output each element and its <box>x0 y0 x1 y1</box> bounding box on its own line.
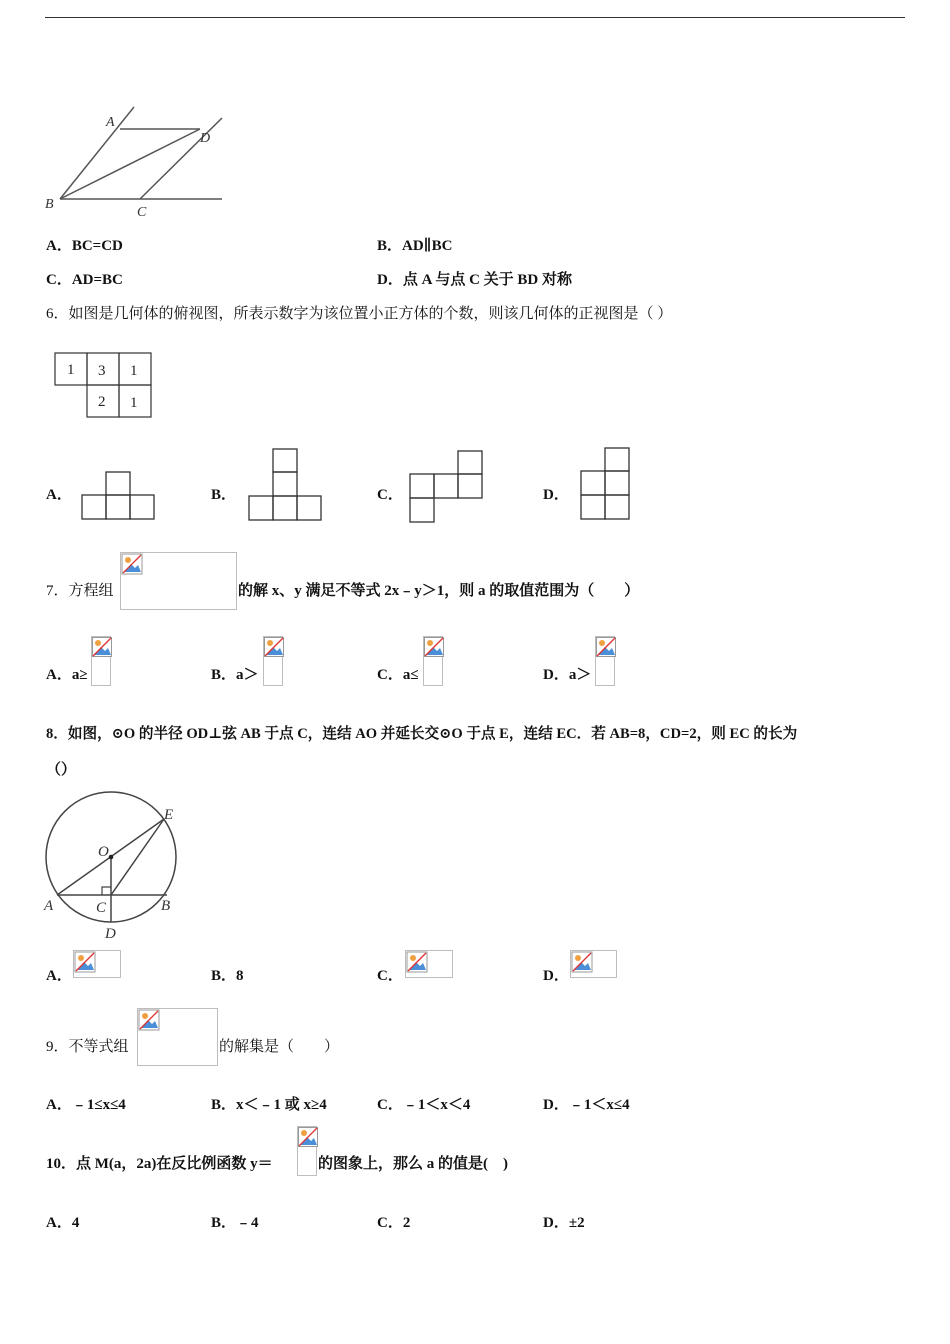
q8-option-a: A． <box>46 968 72 984</box>
q10-option-b: B．﹣4 <box>211 1215 259 1231</box>
q5-option-b: B．AD∥BC <box>377 238 453 254</box>
q7-option-b: B．a＞ <box>211 667 259 683</box>
q5-option-c: C．AD=BC <box>46 272 123 288</box>
q10-stem-after: 的图象上，那么 a 的值是( ) <box>318 1156 508 1172</box>
q10-option-a: A．4 <box>46 1215 80 1231</box>
q8-option-d: D． <box>543 968 569 984</box>
q8-option-c-image <box>405 950 453 978</box>
q7-stem-before: 7．方程组 <box>46 583 114 599</box>
broken-image-icon <box>571 951 593 973</box>
q9-stem-after: 的解集是（ ） <box>219 1039 340 1055</box>
q6-grid-r1c1: 1 <box>67 362 75 378</box>
broken-image-icon <box>406 951 428 973</box>
q6-stem: 6．如图是几何体的俯视图，所表示数字为该位置小正方体的个数，则该几何体的正视图是（ ） <box>46 306 673 322</box>
q6-option-c-label: C． <box>377 487 403 503</box>
q6-grid-r1c2: 3 <box>98 363 106 379</box>
q5-option-d: D．点 A 与点 C 关于 BD 对称 <box>377 272 573 288</box>
q6-option-c-figure <box>409 450 485 525</box>
q8-label-e: E <box>164 807 174 823</box>
broken-image-icon <box>121 553 143 575</box>
q9-inequality-system-image <box>137 1008 218 1066</box>
q5-label-c: C <box>137 205 147 220</box>
q5-label-b: B <box>45 197 54 212</box>
q7-option-a: A．a≥ <box>46 667 88 683</box>
q8-option-d-image <box>570 950 617 978</box>
q8-label-b: B <box>161 898 171 914</box>
broken-image-icon <box>298 1127 318 1147</box>
q7-option-d: D．a＞ <box>543 667 592 683</box>
q9-option-a: A．﹣1≤x≤4 <box>46 1097 126 1113</box>
q8-option-b: B．8 <box>211 968 244 984</box>
q10-option-c: C．2 <box>377 1215 411 1231</box>
q10-stem-before: 10．点 M(a，2a)在反比例函数 y＝ <box>46 1156 273 1172</box>
q8-label-d: D <box>105 926 116 942</box>
q6-option-b-figure <box>248 448 324 523</box>
broken-image-icon <box>264 637 284 657</box>
q9-option-b: B．x＜﹣1 或 x≥4 <box>211 1097 327 1113</box>
q7-option-c-image <box>423 636 443 686</box>
q7-option-b-image <box>263 636 283 686</box>
q8-label-o: O <box>98 844 109 860</box>
q9-option-d: D．﹣1＜x≤4 <box>543 1097 630 1113</box>
q8-label-a: A <box>44 898 54 914</box>
q5-label-d: D <box>200 131 211 146</box>
q9-option-c: C．﹣1＜x＜4 <box>377 1097 471 1113</box>
q6-option-a-label: A． <box>46 487 72 503</box>
q7-option-c: C．a≤ <box>377 667 419 683</box>
q8-stem-line1: 8．如图，⊙O 的半径 OD⊥弦 AB 于点 C，连结 AO 并延长交⊙O 于点 E，连结 EC．若 AB=8，CD=2，则 EC 的长为 <box>46 726 798 742</box>
broken-image-icon <box>596 637 616 657</box>
q8-label-c: C <box>96 900 107 916</box>
q8-stem-line2: （） <box>46 762 77 778</box>
q9-stem-before: 9．不等式组 <box>46 1039 129 1055</box>
q8-option-a-image <box>73 950 121 978</box>
q10-option-d: D．±2 <box>543 1215 585 1231</box>
header-rule <box>45 17 905 18</box>
q8-option-c: C． <box>377 968 403 984</box>
q5-option-a: A．BC=CD <box>46 238 123 254</box>
q5-label-a: A <box>106 115 115 130</box>
q6-grid-r2c3: 1 <box>130 395 138 411</box>
q5-parallelogram-figure <box>44 104 226 220</box>
q6-grid-r1c3: 1 <box>130 363 138 379</box>
q6-option-a-figure <box>81 471 155 521</box>
broken-image-icon <box>424 637 444 657</box>
q7-equation-system-image <box>120 552 237 610</box>
broken-image-icon <box>74 951 96 973</box>
q10-fraction-image <box>297 1126 317 1176</box>
q6-grid-r2c2: 2 <box>98 394 106 410</box>
q8-circle-figure <box>40 788 190 946</box>
q7-option-d-image <box>595 636 615 686</box>
q6-option-d-figure <box>580 447 632 522</box>
q7-option-a-image <box>91 636 111 686</box>
q6-option-b-label: B． <box>211 487 237 503</box>
broken-image-icon <box>92 637 112 657</box>
q7-stem-after: 的解 x、y 满足不等式 2x﹣y＞1，则 a 的取值范围为（ ） <box>238 583 640 599</box>
q6-option-d-label: D． <box>543 487 569 503</box>
broken-image-icon <box>138 1009 160 1031</box>
q6-top-view-grid <box>54 352 154 418</box>
